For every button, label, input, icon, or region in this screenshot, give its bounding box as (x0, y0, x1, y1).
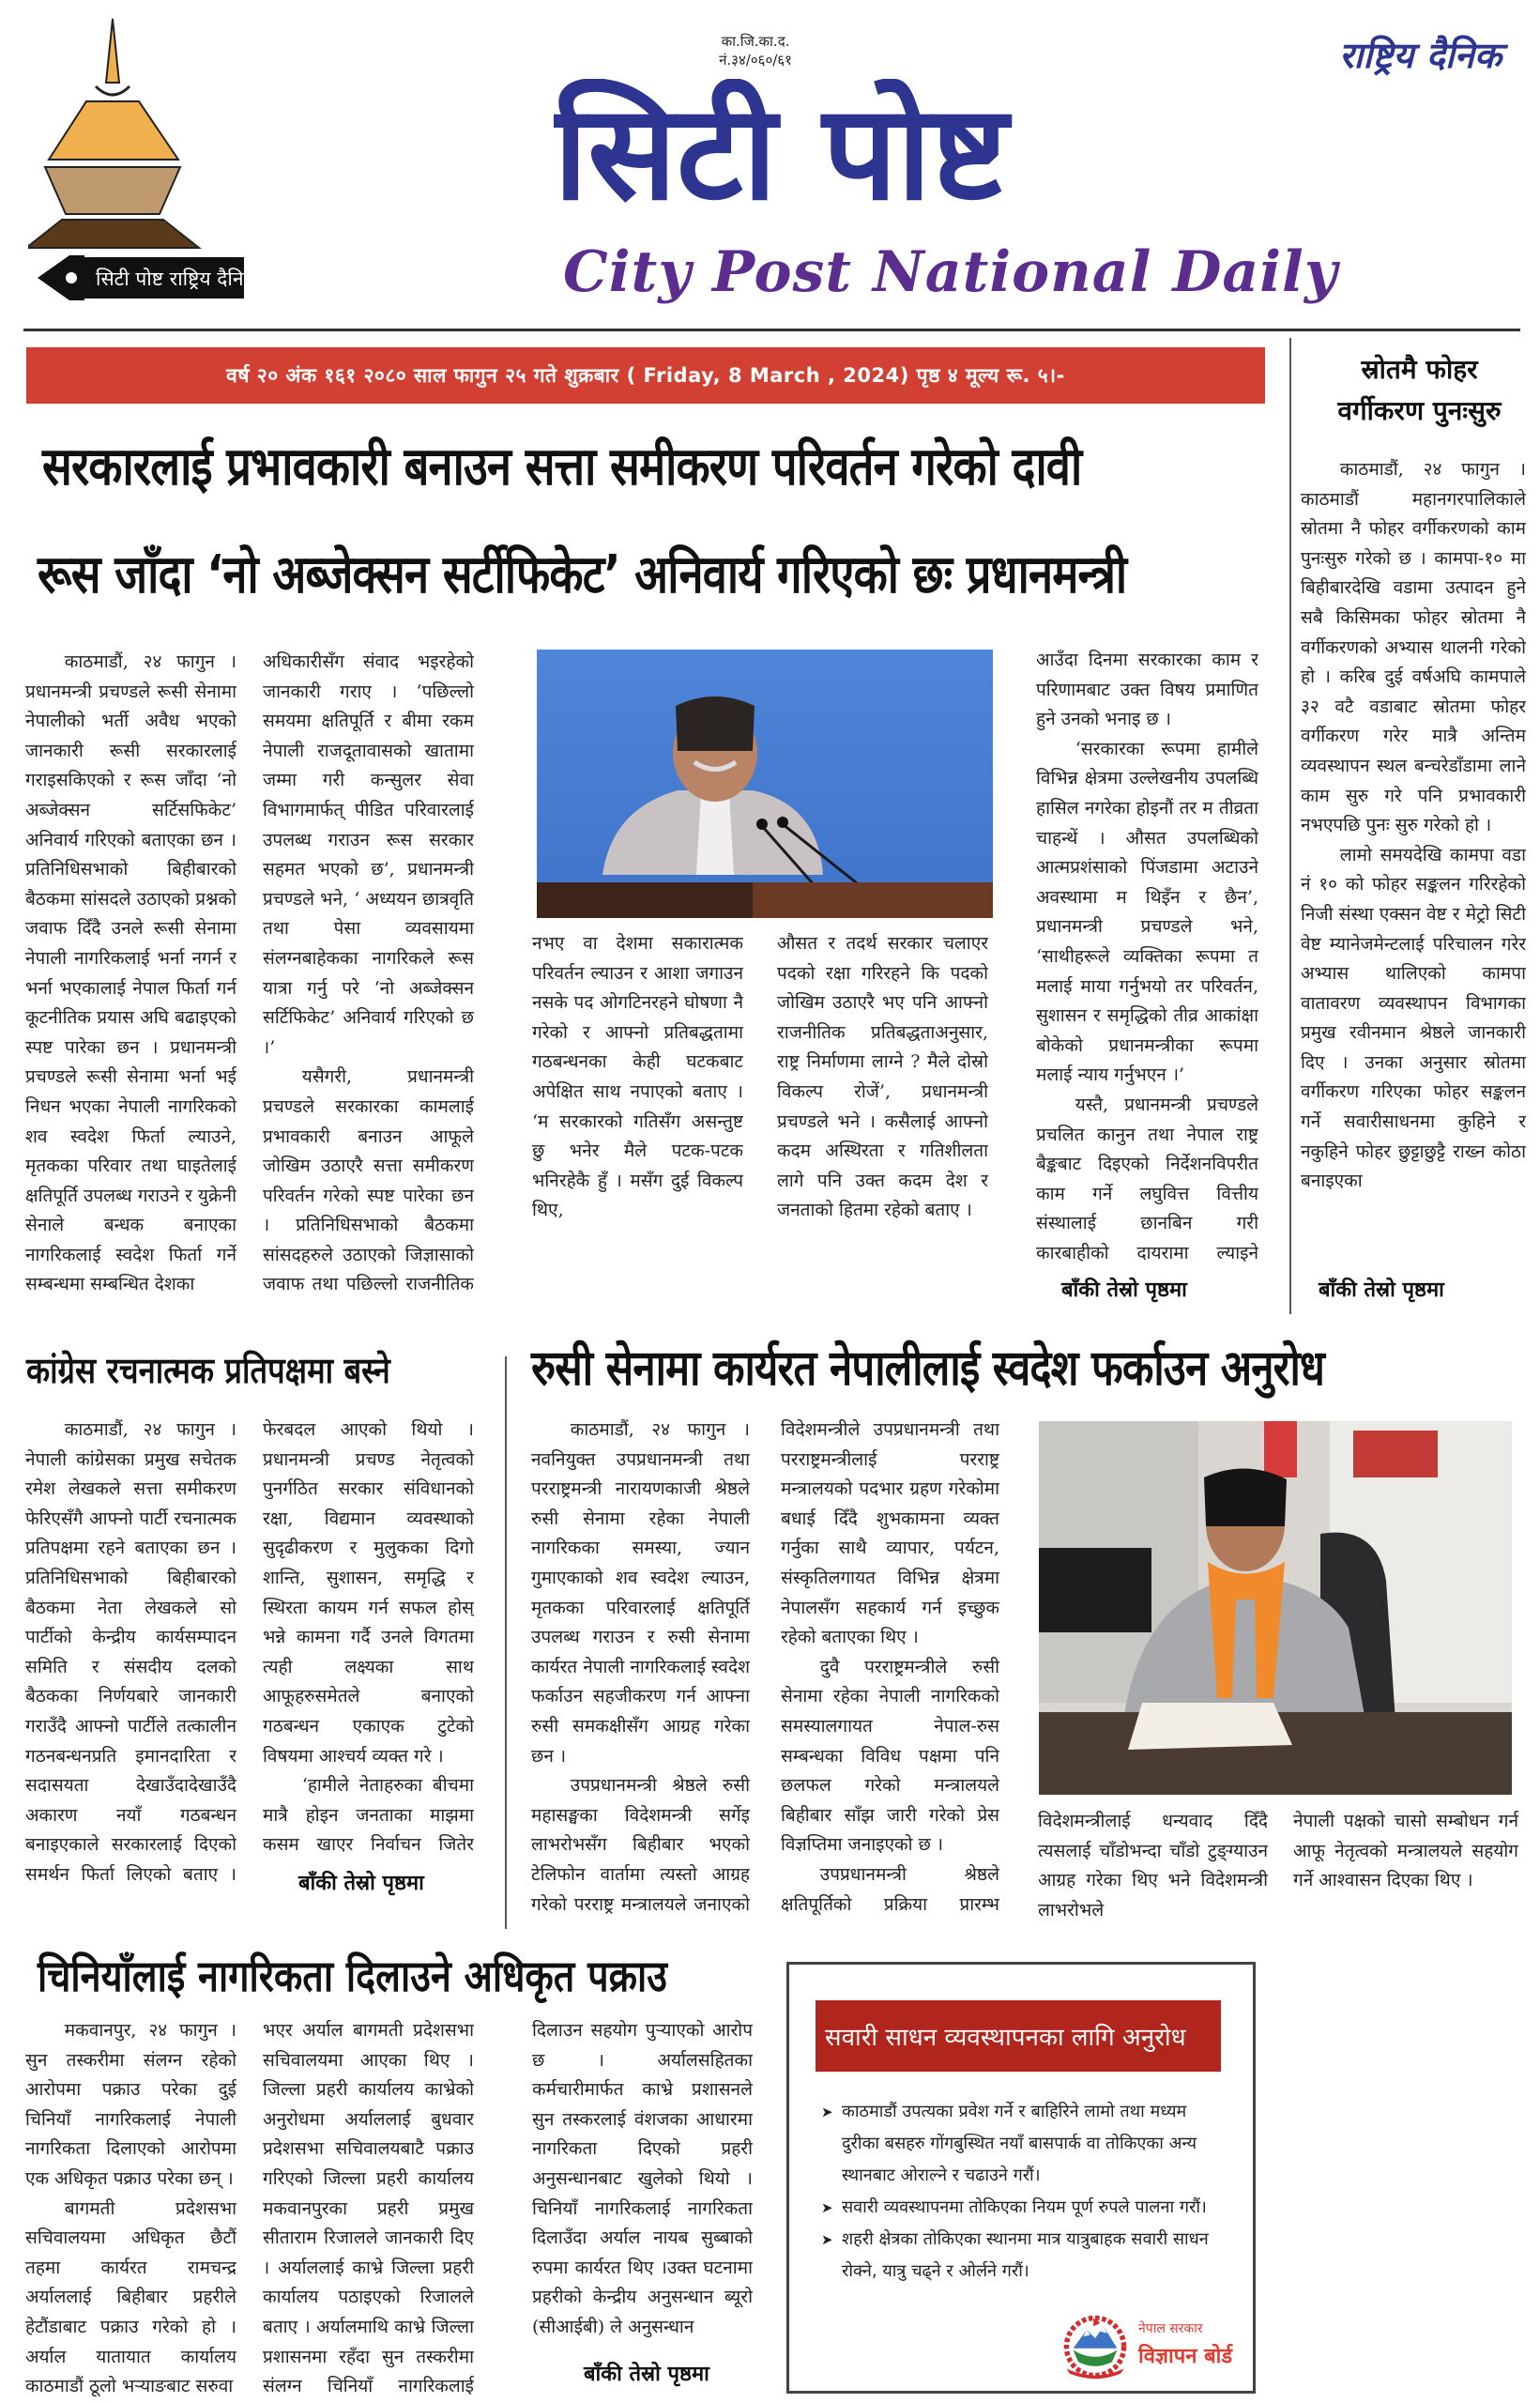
photo-speaker-at-podium-icon (537, 650, 993, 918)
arrowhead-bullet-icon: ➤ (821, 2104, 833, 2120)
russia-column-2 (781, 1416, 999, 1920)
paragraph: विदेशमन्त्रीलाई धन्यवाद दिँदै त्यसलाई चाँडोभन्दा चाँडो टुङ्ग्याउन आग्रह गरेका थिए भने विदेशमन्त्री लाभरोभले (1038, 1811, 1268, 1921)
prime-minister-photo[interactable] (537, 650, 993, 918)
advert-list-item (821, 2224, 1215, 2288)
congress-headline[interactable]: कांग्रेस रचनात्मक प्रतिपक्षमा बस्ने (26, 1350, 390, 1391)
paragraph: अधिकारीसँग संवाद भइरहेको जानकारी गराए । ‘पछिल्लो समयमा क्षतिपूर्ति र बीमा रकम नेपाली राजदूतावासको खातामा जम्मा गरी कन्सुलर सेवा विभागमार्फत् पीडित परिवारलाई उपलब्ध गराउन रूस सरकार सहमत भएको छ’, प्रधानमन्त्री प्रचण्डले भने, ‘ अध्ययन छात्रवृति तथा पेसा व्यवसायमा संलग्नबाहेकका नागरिकले रूस यात्रा गर्नु परे ‘नो अब्जेक्सन सर्टिफिकेट’ अनिवार्य गरिएको छ ।’ (263, 651, 474, 1058)
continued-on-page-3-link[interactable]: बाँकी तेस्रो पृष्ठमा (1319, 1278, 1444, 1302)
citizenship-column-2 (263, 2016, 474, 2401)
paragraph: यस्तै, प्रधानमन्त्री प्रचण्डले प्रचलित कानुन तथा नेपाल राष्ट्र बैङ्कबाट दिइएको निर्देशनविपरीत काम गर्ने लघुवित्त वित्तीय संस्थालाई छानबिन गरी कारबाहीको दायरामा ल्याइने (1036, 1094, 1258, 1263)
congress-column-2 (263, 1416, 474, 1860)
paragraph: भएर अर्याल बागमती प्रदेशसभा सचिवालयमा आएका थिए । जिल्ला प्रहरी कार्यालय काभ्रेको अनुरोधमा अर्याललाई बुधवार प्रदेशसभा सचिवालयबाटै पक्राउ गरिएको जिल्ला प्रहरी कार्यालय मकवानपुरका प्रहरी प्रमुख सीताराम रिजालले जानकारी दिए । अर्याललाई काभ्रे जिल्ला प्रहरी कार्यालय पठाइएको रिजालले बताए । अर्यालमाथि काभ्रे जिल्ला प्रशासनमा रहँदा सुन तस्करीमा संलग्न चिनियाँ नागरिकलाई (263, 2020, 474, 2397)
masthead-divider (23, 329, 1520, 331)
arrowhead-bullet-icon: ➤ (821, 2231, 833, 2248)
advert-item-text: शहरी क्षेत्रका तोकिएका स्थानमा मात्र यात्रुबाहक सवारी साधन रोक्ने, यात्रु चढ्ने र ओर्लने गरौं। (842, 2229, 1209, 2281)
photo-minister-signing-icon (1039, 1421, 1512, 1795)
paragraph: विदेशमन्त्रीले उपप्रधानमन्त्री तथा परराष्ट्रमन्त्रीलाई परराष्ट्र मन्त्रालयको पदभार ग्रहण गरेकोमा बधाई दिँदै शुभकामना व्यक्त गर्नुका साथै व्यापार, पर्यटन, संस्कृतिलगायत विभिन्न क्षेत्रमा नेपालसँग सहकार्य गर्न इच्छुक रहेको बताएका थिए । (781, 1419, 999, 1648)
paragraph: आउँदा दिनमा सरकारका काम र परिणामबाट उक्त विषय प्रमाणित हुने उनको भनाइ छ । (1036, 650, 1258, 730)
issuer-board: विज्ञापन बोर्ड (1138, 2345, 1233, 2368)
paragraph: मकवानपुर, २४ फागुन । सुन तस्करीमा संलग्न रहेको आरोपमा पक्राउ परेका दुई चिनियाँ नागरिकलाई नेपाली नागरिकता दिलाएको आरोपमा एक अधिकृत पक्राउ परेका छन् । (25, 2020, 236, 2189)
sidebar-headline[interactable]: स्रोतमै फोहर वर्गीकरण पुनःसुरु (1337, 354, 1502, 426)
paragraph: लामो समयदेखि कामपा वडा नं १० को फोहर सङ्कलन गरिरहेको निजी संस्था एक्सन वेष्ट र मेट्रो सिटी वेष्ट म्यानेजमेन्टलाई परिचालन गरेर अभ्यास थालिएको कामपा वातावरण व्यवस्थापन विभागका प्रमुख रवीनमान श्रेष्ठले जानकारी दिए । उनका अनुसार स्रोतमा वर्गीकरण गरिएका फोहर सङ्कलन गर्ने सवारीसाधनमा कुहिने र नकुहिने फोहर छुट्टाछुट्टै राख्न कोठा बनाइएका (1301, 844, 1526, 1192)
lead-headline-line-2[interactable]: रूस जाँदा ‘नो अब्जेक्सन सर्टीफिकेट’ अनिवार्य गरिएको छः प्रधानमन्त्री (38, 544, 1127, 605)
arrowhead-bullet-icon: ➤ (821, 2199, 833, 2216)
advert-item-text: सवारी व्यवस्थापनमा तोकिएका नियम पूर्ण रुपले पालना गरौं। (842, 2197, 1207, 2217)
registration-line-1: का.जि.का.द. (721, 33, 790, 50)
issue-info-banner: वर्ष २० अंक १६१ २०८० साल फागुन २५ गते शुक्रबार ( Friday, 8 March , 2024) पृष्ठ ४ मूल्य रू. ५।- (26, 347, 1265, 404)
advert-list-item (821, 2096, 1215, 2192)
advert-title: सवारी साधन व्यवस्थापनका लागि अनुरोध (816, 2000, 1221, 2072)
continued-on-page-3-link[interactable]: बाँकी तेस्रो पृष्ठमा (298, 1872, 424, 1895)
masthead (0, 0, 1540, 324)
paragraph: फेरबदल आएको थियो । प्रधानमन्त्री प्रचण्ड नेतृत्वको पुनर्गठित सरकार संविधानको रक्षा, विद्यमान व्यवस्थाको सुदृढीकरण र मुलुकका दिगो शान्ति, सुशासन, समृद्धि र स्थिरता कायम गर्न सफल होस् भन्ने कामना गर्दै उनले विगतमा त्यही लक्ष्यका साथ आफूहरुसमेतले बनाएको गठबन्धन एकाएक टुटेको विषयमा आश्चर्य व्यक्त गरे । (263, 1419, 474, 1767)
registration-number (694, 32, 816, 71)
paragraph: काठमाडौं, २४ फागुन । प्रधानमन्त्री प्रचण्डले रूसी सेनामा नेपालीको भर्ती अवैध भएको जानकारी रूसी सरकारलाई गराइसकिएको र रूस जाँदा ‘नो अब्जेक्सन सर्टिसफिकेट’ अनिवार्य गरिएको बताएका छन । प्रतिनिधिसभाको बिहीबारको बैठकमा सांसदले उठाएको प्रश्नको जवाफ दिँदै उनले रूसी सेनामा नेपाली नागरिकलाई भर्ना नगर्न र भर्ना भएकालाई नेपाल फिर्ता गर्न कूटनीतिक प्रयास अघि बढाइएको स्पष्ट पारेका छन । प्रधानमन्त्री प्रचण्डले रूसी सेनामा भर्ना भई निधन भएका नेपाली नागरिकको शव स्वदेश फिर्ता ल्याउने, मृतकका परिवार तथा घाइतेलाई क्षतिपूर्ति उपलब्ध गराउने र युक्रेनी सेनाले बन्धक बनाएका नागरिकलाई स्वदेश फिर्ता गर्ने सम्बन्धमा सम्बन्धित देशका (25, 651, 236, 1295)
paragraph: बागमती प्रदेशसभा सचिवालयमा अधिकृत छैटौं तहमा कार्यरत रामचन्द्र अर्याललाई बिहीबार प्रहरीले हेटौंडाबाट पक्राउ गरेको हो । अर्याल यातायात कार्यालय काठमाडौं ठूलो भऱ्याङबाट सरुवा (25, 2197, 236, 2397)
column-divider (1289, 338, 1291, 1314)
nepal-government-emblem-icon (1061, 2314, 1129, 2380)
paragraph: दुवै परराष्ट्रमन्त्रीले रुसी सेनामा रहेका नेपाली नागरिकको समस्यालगायत नेपाल-रुस सम्बन्धका विविध पक्षमा पनि छलफल गरेको मन्त्रालयले बिहीबार साँझ जारी गरेको प्रेस विज्ञप्तिमा जनाइएको छ । (781, 1656, 999, 1856)
paragraph: काठमाडौं, २४ फागुन । काठमाडौं महानगरपालिकाले स्रोतमा नै फोहर वर्गीकरणको काम पुनःसुरु गरेको छ । कामपा-१० मा बिहीबारदेखि वडामा उत्पादन हुने सबै किसिमका फोहर स्रोतमा नै वर्गीकरणको अभ्यास थालनी गरेको हो । करिब दुई वर्षअघि कामपाले ३२ वटै वडाबाट स्रोतमा फोहर वर्गीकरण गरेर मात्रै अन्तिम व्यवस्थापन स्थल बन्चरेडाँडामा लाने काम सुरु गरे पनि प्रभावकारी नभएपछि पुनः सुरु गरेको हो । (1301, 459, 1526, 836)
issuer-government: नेपाल सरकार (1138, 2321, 1203, 2336)
paragraph: उपप्रधानमन्त्री श्रेष्ठले रुसी महासङ्घका विदेशमन्त्री सर्गेइ लाभरोभसँग बिहीबार भएको टेलिफोन वार्तामा त्यस्तो आग्रह गरेको परराष्ट्र मन्त्रालयले जनाएको (531, 1775, 750, 1915)
paragraph: उपप्रधानमन्त्री श्रेष्ठले क्षतिपूर्तिको प्रक्रिया प्रारम्भ (781, 1863, 999, 1915)
paragraph: नेपाली पक्षको चासो सम्बोधन गर्न आफू नेतृत्वको मन्त्रालयले सहयोग गर्ने आश्वासन दिएका थिए । (1293, 1811, 1518, 1891)
sidebar-column (1301, 455, 1526, 1256)
newspaper-title-english: City Post National Daily (563, 239, 1338, 305)
paragraph: ‘हामीले नेताहरुका बीचमा मात्रै होइन जनताका माझमा कसम खाएर निर्वाचन जितेर (263, 1775, 474, 1856)
paragraph: ‘सरकारका रूपमा हामीले विभिन्न क्षेत्रमा उल्लेखनीय उपलब्धि हासिल नगरेका होइनौं तर म तीव्रता चाहन्थें । औसत उपलब्धिको आत्मप्रशंसाको पिंजडामा अटाउने अवस्थामा म थिइँन र छैन’, प्रधानमन्त्री प्रचण्डले भने, ‘साथीहरूले व्यक्तिका रूपमा त मलाई माया गर्नुभयो तर परिवर्तन, सुशासन र समृद्धिको तीव्र आकांक्षा बोकेको प्रधानमन्त्रीका रूपमा मलाई न्याय गर्नुभएन ।’ (1036, 738, 1258, 1086)
citizenship-column-1 (25, 2016, 236, 2401)
paragraph: यसैगरी, प्रधानमन्त्री प्रचण्डले सरकारका कामलाई प्रभावकारी बनाउन आफूले जोखिम उठाएरै सत्ता समीकरण परिवर्तन गरेको स्पष्ट पारेका छन । प्रतिनिधिसभाको बैठकमा सांसदहरुले उठाएको जिज्ञासाको जवाफ तथा पछिल्लो राजनीतिक (263, 1066, 474, 1295)
registration-line-2: नं.३४/०६०/६१ (719, 52, 792, 69)
lead-column-4 (777, 929, 988, 1300)
lead-column-2 (263, 648, 474, 1300)
city-post-logo-icon (28, 9, 516, 300)
public-notice-advert[interactable] (786, 1962, 1256, 2394)
column-divider (505, 1356, 507, 1929)
paragraph: काठमाडौं, २४ फागुन । नेपाली कांग्रेसका प्रमुख सचेतक रमेश लेखकले सत्ता समीकरण फेरिएसँगै आफ्नो पार्टी रचनात्मक प्रतिपक्षमा रहने बताएका छन । प्रतिनिधिसभाको बिहीबारको बैठकमा नेता लेखकले सो पार्टीको केन्द्रीय कार्यसम्पादन समिति र संसदीय दलको बैठकका निर्णयबारे जानकारी गराउँदै आफ्नो पार्टीले तत्कालीन गठनबन्धनप्रति इमानदारिता र सदासयता देखाउँदादेखाउँदै अकारण नयाँ गठबन्धन बनाइएकाले सरकारलाई दिएको समर्थन फिर्ता लिएको बताए । (25, 1419, 236, 1885)
continued-on-page-3-link[interactable]: बाँकी तेस्रो पृष्ठमा (1061, 1278, 1187, 1302)
lead-column-3 (532, 929, 743, 1300)
citizenship-headline[interactable]: चिनियाँलाई नागरिकता दिलाउने अधिकृत पक्राउ (38, 1951, 667, 2001)
advert-list-item (821, 2192, 1215, 2224)
newspaper-title-nepali: सिटी पोष्ट (554, 79, 1009, 229)
lead-column-1 (25, 648, 236, 1300)
advert-list (821, 2096, 1215, 2288)
russia-column-3 (1038, 1807, 1268, 1925)
citizenship-column-3 (532, 2016, 753, 2343)
newspaper-subtitle: राष्ट्रिय दैनिक (1339, 35, 1502, 76)
lead-headline-line-1[interactable]: सरकारलाई प्रभावकारी बनाउन सत्ता समीकरण परिवर्तन गरेको दावी (42, 436, 1082, 497)
advert-item-text: काठमाडौं उपत्यका प्रवेश गर्ने र बाहिरिने लामो तथा मध्यम दुरीका बसहरु गोंगबुस्थित नयाँ बासपार्क वा तोकिएका अन्य स्थानबाट ओराल्ने र चढाउने गरौं। (842, 2102, 1197, 2185)
logo-caption: सिटी पोष्ट राष्ट्रिय दैनिक (96, 268, 259, 290)
paragraph: काठमाडौं, २४ फागुन । नवनियुक्त उपप्रधानमन्त्री तथा परराष्ट्रमन्त्री नारायणकाजी श्रेष्ठले रुसी सेनामा रहेका नेपाली नागरिकका समस्या, ज्यान गुमाएकाको शव स्वदेश ल्याउन, मृतकका परिवारलाई क्षतिपूर्ति उपलब्ध गराउन र रुसी सेनामा कार्यरत नेपाली नागरिकलाई स्वदेश फर्काउन सहजीकरण गर्न आफ्ना रुसी समकक्षीसँग आग्रह गरेका छन । (531, 1419, 750, 1767)
continued-on-page-3-link[interactable]: बाँकी तेस्रो पृष्ठमा (584, 2363, 709, 2386)
congress-column-1 (25, 1416, 236, 1890)
russia-headline[interactable]: रुसी सेनामा कार्यरत नेपालीलाई स्वदेश फर्काउन अनुरोध (531, 1340, 1325, 1397)
russia-column-1 (531, 1416, 750, 1920)
foreign-minister-photo[interactable] (1039, 1421, 1512, 1795)
paragraph: नभए वा देशमा सकारात्मक परिवर्तन ल्याउन र आशा जगाउन नसके पद ओगटिनरहने घोषणा नै गरेको र आफ्नो प्रतिबद्धतामा गठबन्धनका केही घटकबाट अपेक्षित साथ नपाएको बताए । ‘म सरकारको गतिसँग असन्तुष्ट छु भनेर मैले पटक-पटक भनिरहेकै हुँ । मसँग दुई विकल्प थिए, (532, 933, 743, 1221)
paragraph: औसत र तदर्थ सरकार चलाएर पदको रक्षा गरिरहने कि पदको जोखिम उठाएरै भए पनि आफ्नो राजनीतिक प्रतिबद्धताअनुसार, राष्ट्र निर्माणमा लाग्ने ? मैले दोस्रो विकल्प रोजें’, प्रधानमन्त्री प्रचण्डले भने । कसैलाई आफ्नो कदम अस्थिरता र गतिशीलता लागे पनि उक्त कदम देश र जनताको हितमा रहेको बताए । (777, 933, 988, 1221)
paragraph: दिलाउन सहयोग पुऱ्याएको आरोप छ । अर्यालसहितका कर्मचारीमार्फत काभ्रे प्रशासनले सुन तस्करलाई वंशजका आधारमा नागरिकता दिएको प्रहरी अनुसन्धानबाट खुलेको थियो । चिनियाँ नागरिकलाई नागरिकता दिलाउँदा अर्याल नायब सुब्बाको रुपमा कार्यरत थिए ।उक्त घटनामा प्रहरीको केन्द्रीय अनुसन्धान ब्यूरो (सीआईबी) ले अनुसन्धान (532, 2020, 753, 2337)
russia-column-4 (1293, 1807, 1518, 1925)
lead-column-5 (1036, 646, 1258, 1269)
